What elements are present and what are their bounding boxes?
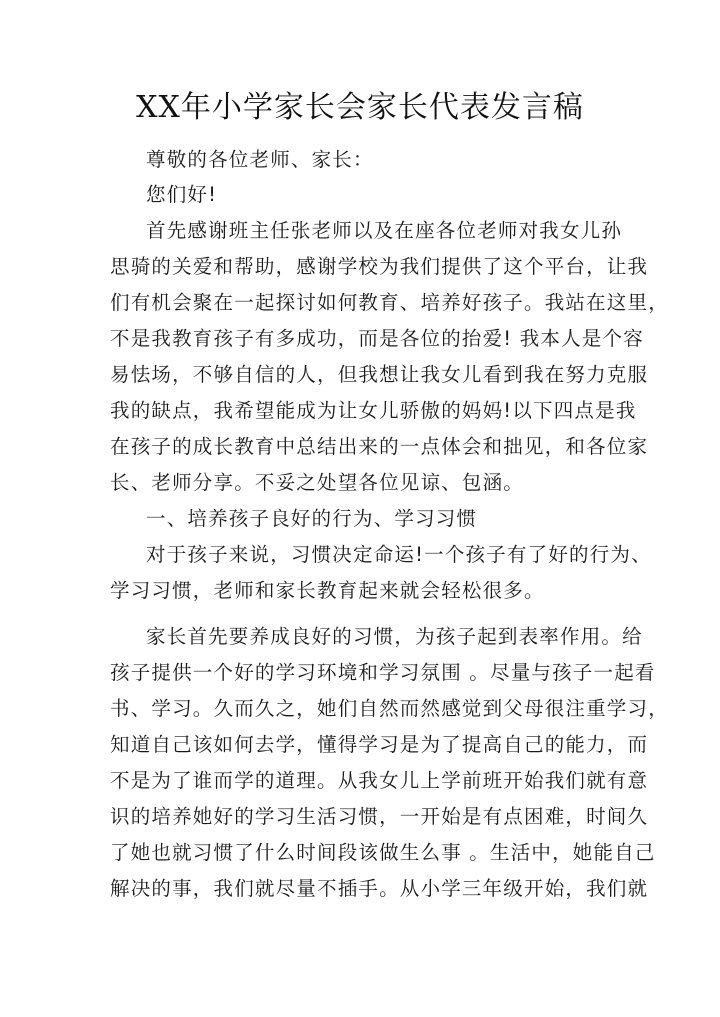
paragraph-line: 们有机会聚在一起探讨如何教育、培养好孩子。我站在这里， [110, 291, 669, 314]
paragraph-line: 识的培养她好的学习生活习惯，一开始是有点困难，时间久 [110, 805, 649, 828]
paragraph-line: 解决的事，我们就尽量不插手。从小学三年级开始，我们就 [110, 877, 649, 900]
paragraph-line: 对于孩子来说，习惯决定命运!一个孩子有了好的行为、 [146, 543, 652, 566]
paragraph-line: 思骑的关爱和帮助，感谢学校为我们提供了这个平台，让我 [110, 255, 649, 278]
paragraph-line: 学习习惯，老师和家长教育起来就会轻松很多。 [110, 579, 545, 602]
document-title: XX年小学家长会家长代表发言稿 [136, 90, 584, 125]
paragraph-line: 我的缺点，我希望能成为让女儿骄傲的妈妈!以下四点是我 [110, 399, 637, 422]
paragraph-line: 孩子提供一个好的学习环境和学习氛围 。尽量与孩子一起看 [110, 661, 656, 684]
paragraph-line: 不是我教育孩子有多成功，而是各位的抬爱! 我本人是个容 [110, 327, 644, 350]
paragraph-line: 了她也就习惯了什么时间段该做生么事 。生活中，她能自己 [110, 841, 656, 864]
greeting: 您们好! [146, 183, 218, 206]
paragraph-line: 在孩子的成长教育中总结出来的一点体会和拙见，和各位家 [110, 435, 649, 458]
paragraph-line: 长、老师分享。不妥之处望各位见谅、包涵。 [110, 471, 525, 494]
paragraph-line: 家长首先要养成良好的习惯，为孩子起到表率作用。给 [146, 625, 643, 648]
section-heading: 一、培养孩子良好的行为、学习习惯 [146, 507, 478, 530]
paragraph-line: 知道自己该如何去学，懂得学习是为了提高自己的能力，而 [110, 733, 649, 756]
paragraph-line: 首先感谢班主任张老师以及在座各位老师对我女儿孙 [146, 219, 623, 242]
salutation: 尊敬的各位老师、家长： [146, 148, 374, 171]
paragraph-line: 书、学习。久而久之，她们自然而然感觉到父母很注重学习， [110, 697, 669, 720]
paragraph-line: 不是为了谁而学的道理。从我女儿上学前班开始我们就有意 [110, 769, 649, 792]
paragraph-line: 易怯场，不够自信的人，但我想让我女儿看到我在努力克服 [110, 363, 649, 386]
